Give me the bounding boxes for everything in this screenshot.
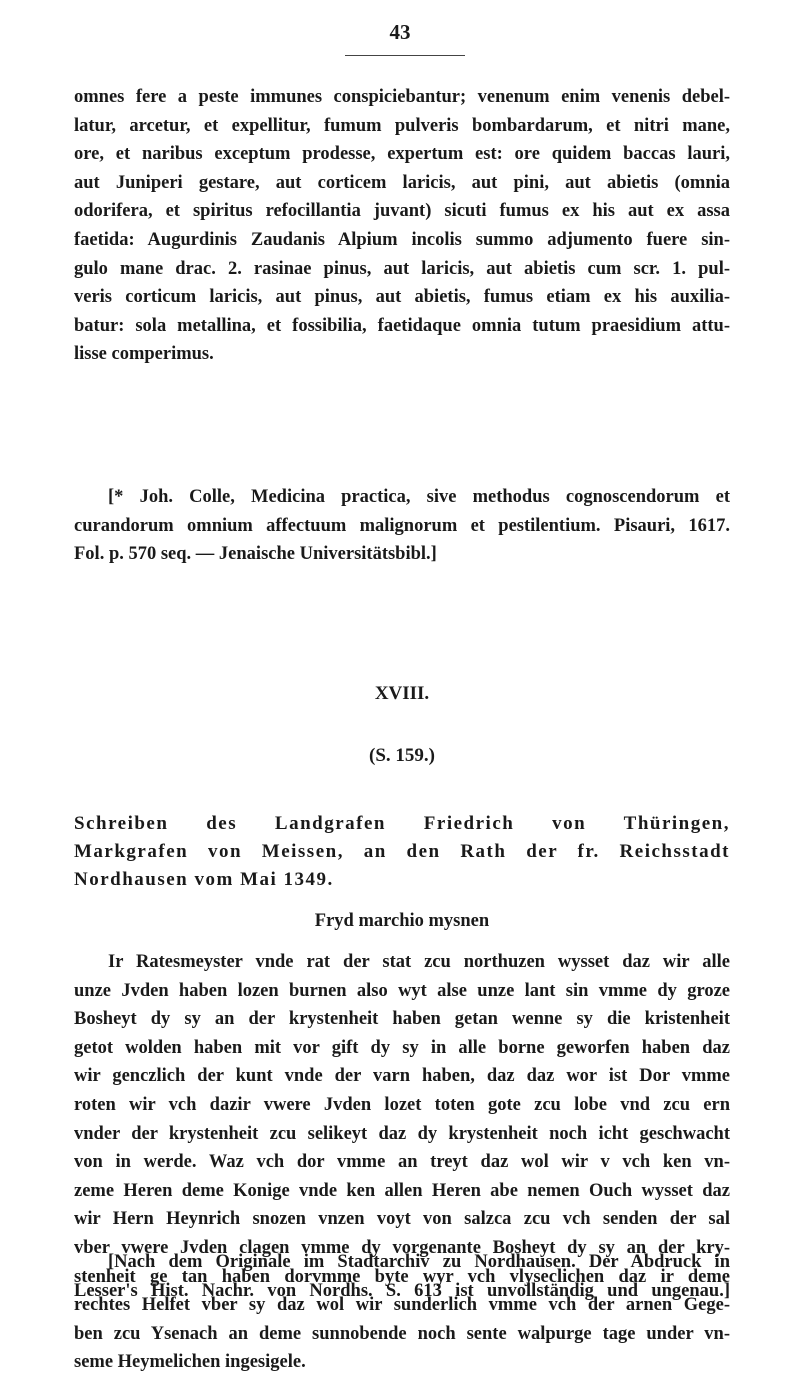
text-line: zeme Heren deme Konige vnde ken allen Heren abe nemen Ouch wysset daz (74, 1180, 730, 1201)
letter-salutation: Fryd marchio mysnen (314, 911, 490, 931)
text-line: getot wolden haben mit vor gift dy sy in alle borne geworfen haben daz (74, 1037, 730, 1058)
text-line: [Nach dem Originale im Stadtarchiv zu Nordhausen. Der Abdruck in (108, 1252, 730, 1272)
text-line: vber vwere Jvden clagen vmme dy vorgenante Bosheyt dy sy an der kry- (74, 1237, 730, 1258)
heading-line: Schreiben des Landgrafen Friedrich von Thüringen, (74, 813, 730, 834)
text-line: Fol. p. 570 seq. — Jenaische Universitätsbibl.] (74, 544, 437, 565)
text-line: gulo mane drac. 2. rasinae pinus, aut laricis, aut abietis cum scr. 1. pul- (74, 258, 730, 279)
text-line: wir genczlich der kunt vnde der varn haben, daz daz wor ist Dor vmme (74, 1066, 730, 1087)
section-heading (74, 810, 730, 894)
heading-line: Markgrafen von Meissen, an den Rath der fr. Reichsstadt (74, 841, 730, 862)
text-line: Bosheyt dy sy an der krystenheit haben getan wenne sy die kristenheit (74, 1009, 730, 1030)
section-page-reference: (S. 159.) (369, 745, 435, 766)
text-line: rechtes Helfet vber sy daz wol wir sunderlich vmme vch der arnen Gege- (74, 1295, 730, 1316)
page-number: 43 (389, 20, 411, 44)
text-line: Lesser's Hist. Nachr. von Nordhs. S. 613 ist unvollständig und ungenau.] (74, 1280, 730, 1301)
text-line: lisse comperimus. (74, 344, 214, 365)
text-line: seme Heymelichen ingesigele. (74, 1352, 306, 1373)
text-line: aut Juniperi gestare, aut corticem laricis, aut pini, aut abietis (omnia (74, 172, 730, 193)
text-line: ben zcu Ysenach an deme sunnobende noch sente walpurge tage under vn- (74, 1323, 730, 1344)
header-rule (345, 55, 465, 56)
text-line: roten wir vch dazir vwere Jvden lozet toten gote zcu lobe vnd zcu ern (74, 1094, 730, 1115)
text-line: stenheit ge tan haben dorvmme byte wyr vch vlyseclichen daz ir deme (74, 1266, 730, 1287)
text-line: [* Joh. Colle, Medicina practica, sive methodus cognoscendorum et (108, 487, 730, 507)
section-number: XVIII. (374, 683, 430, 704)
text-line: omnes fere a peste immunes conspiciebantur; venenum enim venenis debel- (74, 87, 730, 107)
latin-paragraph (74, 83, 730, 369)
source-reference (74, 483, 730, 569)
text-line: batur: sola metallina, et fossibilia, faetidaque omnia tutum praesidium attu- (74, 315, 730, 336)
text-line: Ir Ratesmeyster vnde rat der stat zcu northuzen wysset daz wir alle (108, 952, 730, 972)
text-line: faetida: Augurdinis Zaudanis Alpium incolis summo adjumento fuere sin- (74, 229, 730, 250)
text-line: vnder der krystenheit zcu selikeyt daz dy krystenheit noch icht geschwacht (74, 1123, 730, 1144)
text-line: latur, arcetur, et expellitur, fumum pulveris bombardarum, et nitri mane, (74, 115, 730, 136)
editorial-note (74, 1248, 730, 1305)
text-line: wir Hern Heynrich snozen vnzen voyt von salzca zcu vch senden der sal (74, 1209, 730, 1230)
text-line: von in werde. Waz vch dor vmme an treyt daz wol wir v vch ken vn- (74, 1152, 730, 1173)
text-line: curandorum omnium affectuum malignorum et pestilentium. Pisauri, 1617. (74, 515, 730, 536)
letter-text (74, 948, 730, 1377)
text-line: veris corticum laricis, aut pinus, aut abietis, fumus etiam ex his auxilia- (74, 287, 730, 308)
heading-line: Nordhausen vom Mai 1349. (74, 869, 334, 890)
text-line: unze Jvden haben lozen burnen also wyt alse unze lant sin vmme dy groze (74, 980, 730, 1001)
text-line: ore, et naribus exceptum prodesse, expertum est: ore quidem baccas lauri, (74, 144, 730, 165)
text-line: odorifera, et spiritus refocillantia juvant) sicuti fumus ex his aut ex assa (74, 201, 730, 222)
